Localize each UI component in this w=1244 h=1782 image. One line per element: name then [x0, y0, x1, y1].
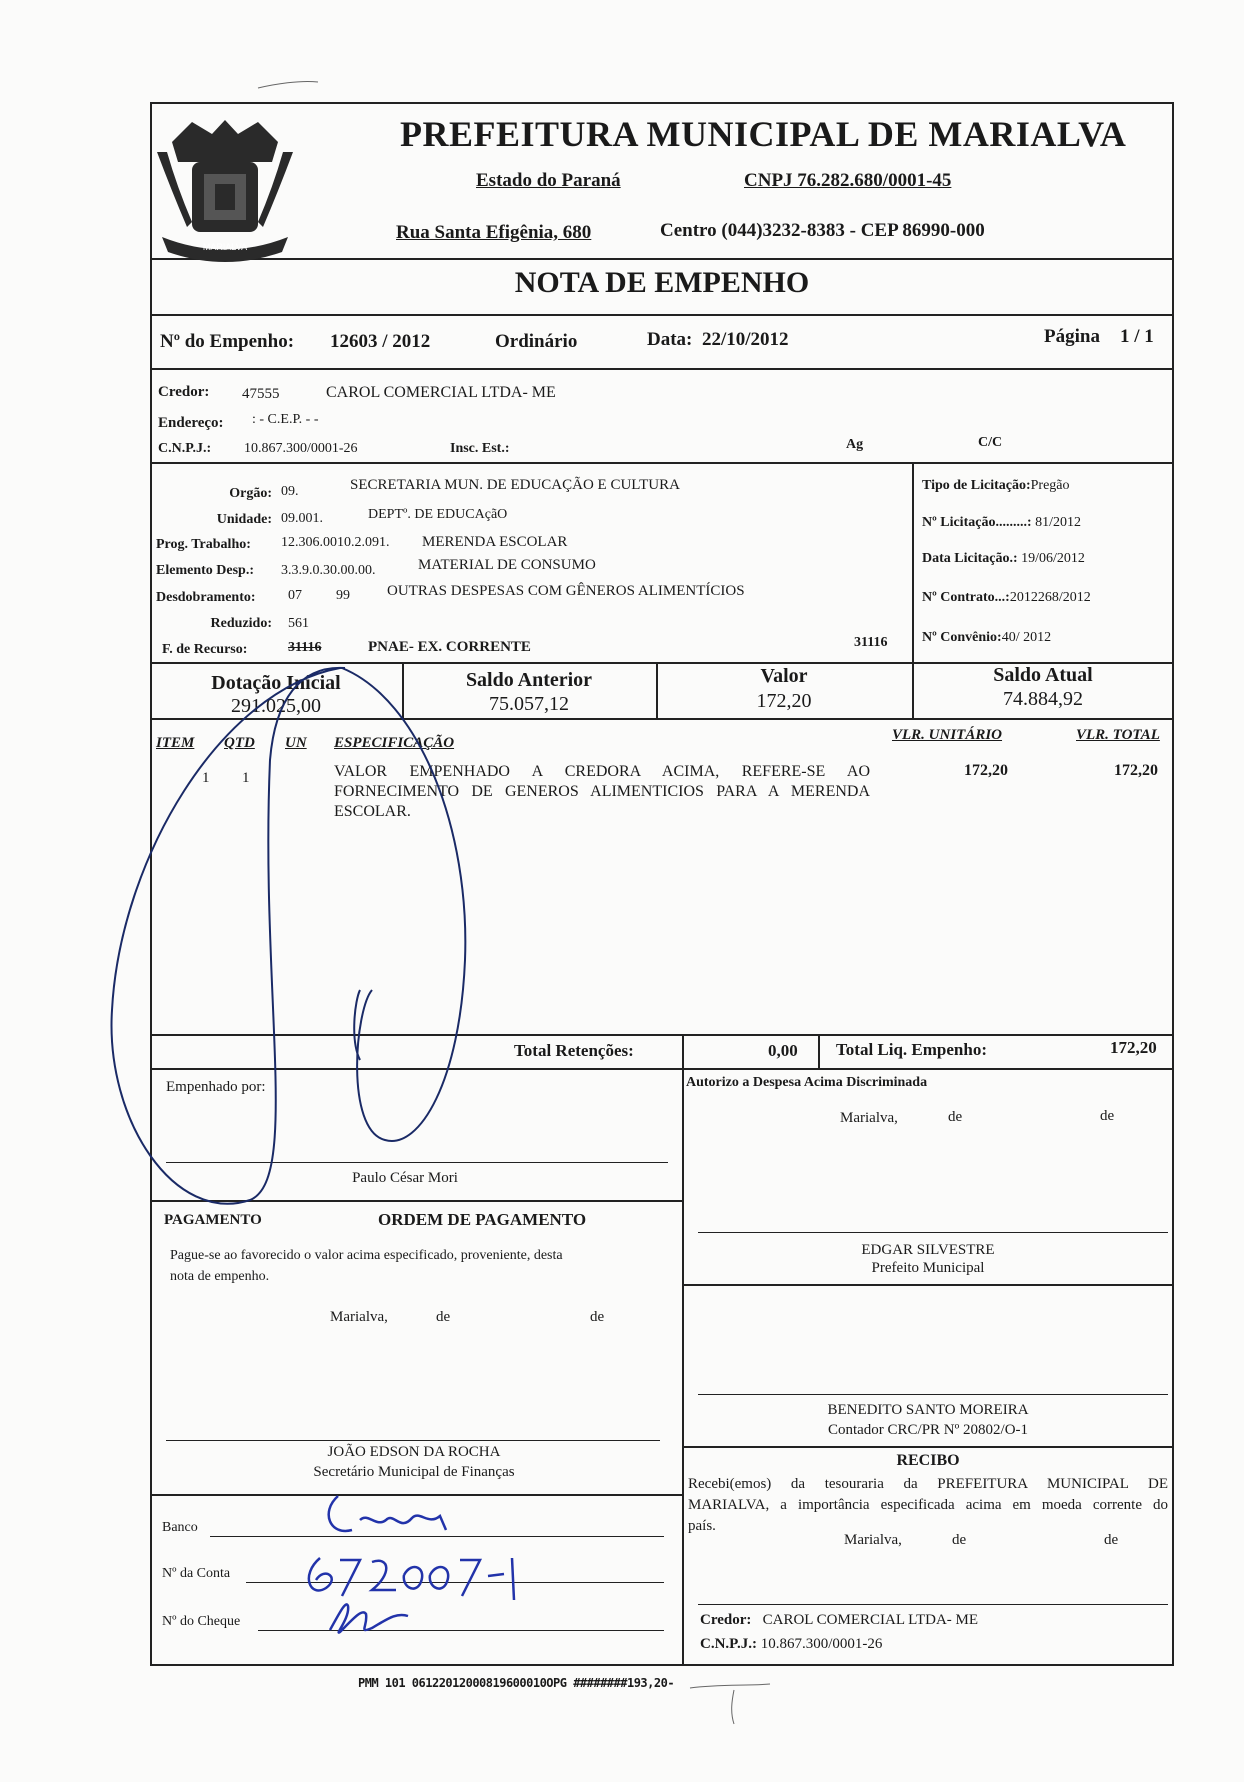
orgao-label: Orgão:: [229, 486, 272, 501]
contador-cargo: Contador CRC/PR Nº 20802/O-1: [827, 1422, 1029, 1438]
endereco-value: : - C.E.P. - -: [252, 412, 319, 427]
valor-label: Valor: [760, 665, 808, 687]
contrato-label: Nº Contrato...:: [922, 590, 1010, 605]
street-address: Rua Santa Efigênia, 680: [396, 222, 592, 243]
total-liquido-value: 172,20: [1110, 1038, 1157, 1057]
total-retencoes-value: 0,00: [768, 1041, 798, 1060]
insc-est-label: Insc. Est.:: [450, 441, 510, 456]
contador-nome: BENEDITO SANTO MOREIRA: [827, 1402, 1029, 1418]
recibo-credor-value: CAROL COMERCIAL LTDA- ME: [762, 1612, 979, 1628]
saldo-atual-value: 74.884,92: [1003, 688, 1083, 710]
prefeito-nome: EDGAR SILVESTRE: [861, 1242, 995, 1258]
elemento-code: 3.3.9.0.30.00.00.: [281, 563, 376, 578]
scan-mark-top: [258, 81, 318, 88]
dotacao-inicial-value: 291.025,00: [231, 695, 321, 717]
empenhado-por-label: Empenhado por:: [166, 1079, 266, 1095]
recurso-code-right: 31116: [854, 635, 888, 650]
page-number: 1 / 1: [1120, 326, 1154, 347]
cheque-label: Nº do Cheque: [162, 1614, 241, 1629]
col-especificacao: ESPECIFICAÇÃO: [334, 735, 455, 751]
prog-trabalho-desc: MERENDA ESCOLAR: [422, 534, 568, 550]
pagamento-texto-2: nota de empenho.: [170, 1269, 270, 1284]
data-licitacao-value: 19/06/2012: [1021, 551, 1085, 566]
banco-label: Banco: [162, 1520, 198, 1535]
prefeito-cargo: Prefeito Municipal: [871, 1260, 985, 1276]
unidade-desc: DEPTº. DE EDUCAçãO: [368, 507, 508, 522]
dotacao-inicial-label: Dotação Inicial: [211, 672, 341, 694]
unidade-code: 09.001.: [281, 511, 323, 526]
empenho-date-label: Data:: [647, 329, 693, 350]
handwritten-banco: [329, 1496, 446, 1531]
autorizo-de-2: de: [1100, 1108, 1115, 1124]
numero-licitacao-value: 81/2012: [1035, 515, 1081, 530]
endereco-label: Endereço:: [158, 415, 224, 431]
col-vlr-total: VLR. TOTAL: [1076, 727, 1160, 743]
reduzido-label: Reduzido:: [210, 616, 272, 631]
desdobramento-desc: OUTRAS DESPESAS COM GÊNEROS ALIMENTÍCIOS: [387, 583, 745, 599]
item-desc-line-2: FORNECIMENTO DE GENEROS ALIMENTICIOS PARA A MERENDA: [334, 783, 870, 800]
recibo-de-2: de: [1104, 1532, 1119, 1548]
page-title: PREFEITURA MUNICIPAL DE MARIALVA: [400, 114, 1127, 154]
orgao-code: 09.: [281, 484, 299, 499]
recibo-title: RECIBO: [896, 1452, 960, 1469]
col-item: ITEM: [156, 735, 195, 751]
barcode-line: PMM 101 06122012000819600010OPG ########193,20-: [358, 1676, 675, 1690]
pagamento-de-2: de: [590, 1309, 605, 1325]
recibo-cnpj-label: C.N.P.J.:: [700, 1636, 757, 1652]
recibo-de-1: de: [952, 1532, 967, 1548]
pagamento-local: Marialva,: [330, 1309, 388, 1325]
recibo-credor-label: Credor:: [700, 1612, 752, 1628]
col-vlr-unitario: VLR. UNITÁRIO: [892, 727, 1003, 743]
credor-cnpj-value: 10.867.300/0001-26: [244, 441, 358, 456]
tipo-licitacao-value: Pregão: [1030, 478, 1070, 493]
agencia-label: Ag: [846, 437, 864, 452]
recibo-texto-1: Recebi(emos) da tesouraria da PREFEITURA MUNICIPAL DE: [688, 1476, 1168, 1492]
ordem-pagamento-title: ORDEM DE PAGAMENTO: [378, 1210, 587, 1229]
prog-trabalho-label: Prog. Trabalho:: [156, 537, 251, 552]
item-qtd: 1: [242, 770, 250, 786]
recurso-label: F. de Recurso:: [162, 642, 248, 657]
data-licitacao-label: Data Licitação.:: [922, 551, 1018, 566]
numero-licitacao-label: Nº Licitação.........:: [922, 515, 1032, 530]
conta-label: Nº da Conta: [162, 1566, 231, 1581]
recurso-code: 31116: [288, 640, 322, 655]
unidade-label: Unidade:: [216, 512, 272, 527]
signature-stroke: [354, 990, 360, 1060]
elemento-desc: MATERIAL DE CONSUMO: [418, 557, 596, 573]
empenho-type: Ordinário: [495, 331, 578, 352]
desdobramento-b: 99: [336, 588, 350, 603]
credor-code: 47555: [242, 386, 280, 402]
convenio-value: 40/ 2012: [1001, 630, 1052, 645]
document-title: NOTA DE EMPENHO: [514, 266, 810, 299]
convenio-label: Nº Convênio:: [922, 630, 1002, 645]
empenho-number-value: 12603 / 2012: [330, 331, 431, 352]
col-un: UN: [285, 735, 307, 751]
autorizo-de-1: de: [948, 1109, 963, 1125]
valor-value: 172,20: [756, 690, 812, 712]
contrato-value: 2012268/2012: [1009, 590, 1091, 605]
cnpj-label: CNPJ 76.282.680/0001-45: [744, 170, 952, 191]
scan-mark-footer: [690, 1684, 770, 1724]
tipo-licitacao-label: Tipo de Licitação:: [922, 478, 1031, 493]
saldo-anterior-value: 75.057,12: [489, 693, 569, 715]
conta-corrente-label: C/C: [978, 435, 1003, 450]
desdobramento-a: 07: [288, 588, 302, 603]
item-desc-line-3: ESCOLAR.: [334, 803, 411, 820]
recurso-desc: PNAE- EX. CORRENTE: [368, 639, 531, 655]
saldo-atual-label: Saldo Atual: [993, 664, 1093, 686]
reduzido-value: 561: [288, 616, 309, 631]
prog-trabalho-code: 12.306.0010.2.091.: [281, 535, 390, 550]
item-vlr-total: 172,20: [1114, 762, 1158, 779]
recibo-cnpj-value: 10.867.300/0001-26: [760, 1636, 883, 1652]
pagamento-texto-1: Pague-se ao favorecido o valor acima especificado, proveniente, desta: [170, 1248, 563, 1263]
credor-label: Credor:: [158, 384, 210, 400]
page-label: Página: [1044, 326, 1100, 347]
pagamento-de-1: de: [436, 1309, 451, 1325]
secretario-nome: JOÃO EDSON DA ROCHA: [327, 1444, 501, 1460]
total-retencoes-label: Total Retenções:: [514, 1041, 634, 1060]
pagamento-label: PAGAMENTO: [164, 1212, 262, 1228]
autorizo-local: Marialva,: [840, 1110, 898, 1126]
desdobramento-label: Desdobramento:: [156, 590, 256, 605]
recibo-local: Marialva,: [844, 1532, 902, 1548]
total-liquido-label: Total Liq. Empenho:: [836, 1040, 987, 1059]
orgao-desc: SECRETARIA MUN. DE EDUCAÇÃO E CULTURA: [350, 477, 680, 493]
autorizo-label: Autorizo a Despesa Acima Discriminada: [686, 1075, 928, 1090]
signature-loop-large: [112, 668, 345, 1204]
elemento-label: Elemento Desp.:: [156, 563, 254, 578]
item-vlr-unitario: 172,20: [964, 762, 1008, 779]
state-label: Estado do Paraná: [476, 170, 621, 191]
contact-info: Centro (044)3232-8383 - CEP 86990-000: [660, 220, 985, 241]
signature-loop-inner: [342, 668, 465, 1141]
recibo-texto-2: MARIALVA, a importância especificada acima em moeda corrente do: [688, 1497, 1168, 1513]
saldo-anterior-label: Saldo Anterior: [465, 669, 593, 691]
handwritten-cheque: [330, 1604, 408, 1632]
col-qtd: QTD: [224, 735, 255, 751]
recibo-texto-3: país.: [688, 1518, 716, 1534]
secretario-cargo: Secretário Municipal de Finanças: [313, 1464, 515, 1480]
svg-text:MARIALVA: MARIALVA: [202, 242, 248, 252]
empenho-date-value: 22/10/2012: [702, 329, 789, 350]
item-desc-line-1: VALOR EMPENHADO A CREDORA ACIMA, REFERE-SE AO: [334, 763, 870, 780]
empenhado-por-nome: Paulo César Mori: [352, 1170, 458, 1186]
handwritten-conta: [309, 1558, 514, 1600]
credor-name: CAROL COMERCIAL LTDA- ME: [326, 384, 556, 401]
empenho-number-label: Nº do Empenho:: [160, 331, 295, 352]
item-number: 1: [202, 770, 210, 786]
credor-cnpj-label: C.N.P.J.:: [158, 441, 212, 456]
